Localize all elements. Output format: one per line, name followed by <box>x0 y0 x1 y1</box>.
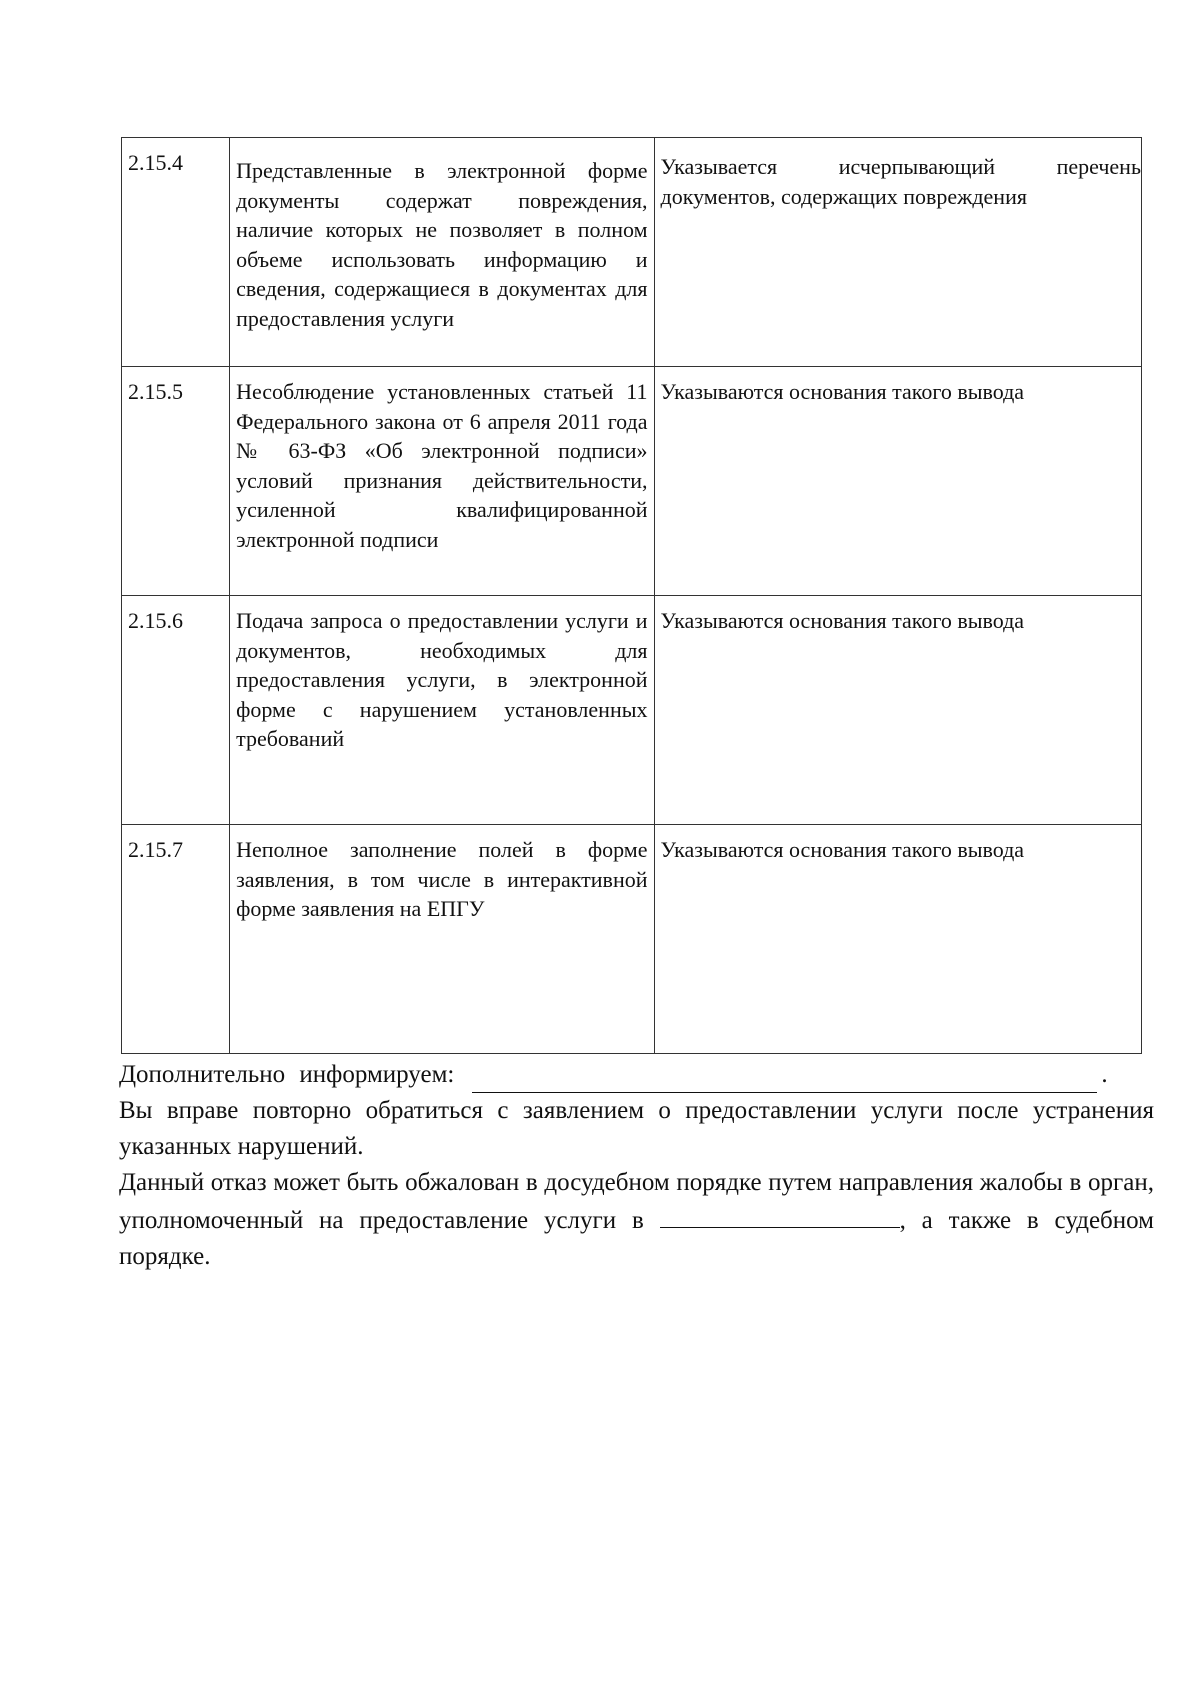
additional-info-end: . <box>1101 1061 1108 1088</box>
row-explanation: Указываются основания такого вывода <box>654 596 1142 825</box>
appeal-text-end: , а также в судебном порядке. <box>119 1207 1155 1270</box>
appeal-paragraph <box>119 1165 1154 1275</box>
reapply-paragraph: Вы вправе повторно обратиться с заявлением о предоставлении услуги после устранения указанных нарушений. <box>119 1097 1154 1160</box>
table-row <box>122 138 1142 367</box>
refusal-grounds-table <box>121 137 1142 1054</box>
table-row <box>122 596 1142 825</box>
appeal-authority-blank[interactable] <box>660 1201 900 1228</box>
row-code: 2.15.4 <box>122 138 230 367</box>
row-code: 2.15.5 <box>122 367 230 596</box>
appeal-text-start: Данный отказ может быть обжалован в досудебном порядке путем направления жалобы в орган, уполномоченный на предоставление услуги в <box>119 1169 1154 1234</box>
table-row <box>122 825 1142 1054</box>
row-explanation: Указывается исчерпывающий перечень документов, содержащих повреждения <box>654 138 1142 367</box>
closing-text <box>119 1057 1154 1275</box>
additional-info-label: Дополнительно информируем: <box>119 1061 455 1088</box>
row-explanation: Указываются основания такого вывода <box>654 825 1142 1054</box>
additional-info-blank[interactable] <box>472 1064 1097 1093</box>
table-row <box>122 367 1142 596</box>
row-reason: Подача запроса о предоставлении услуги и документов, необходимых для предоставления услуги, в электронной форме с нарушением установленных требований <box>230 596 654 825</box>
row-reason: Неполное заполнение полей в форме заявления, в том числе в интерактивной форме заявления на ЕПГУ <box>230 825 654 1054</box>
row-reason: Представленные в электронной форме документы содержат повреждения, наличие которых не позволяет в полном объеме использовать информацию и сведения, содержащиеся в документах для предоставления услуги <box>230 138 654 367</box>
row-reason: Несоблюдение установленных статьей 11 Федерального закона от 6 апреля 2011 года № 63-ФЗ «Об электронной подписи» условий признания действительности, усиленной квалифицированной электронной подписи <box>230 367 654 596</box>
additional-info-line <box>119 1057 1154 1093</box>
row-explanation: Указываются основания такого вывода <box>654 367 1142 596</box>
row-code: 2.15.7 <box>122 825 230 1054</box>
row-code: 2.15.6 <box>122 596 230 825</box>
